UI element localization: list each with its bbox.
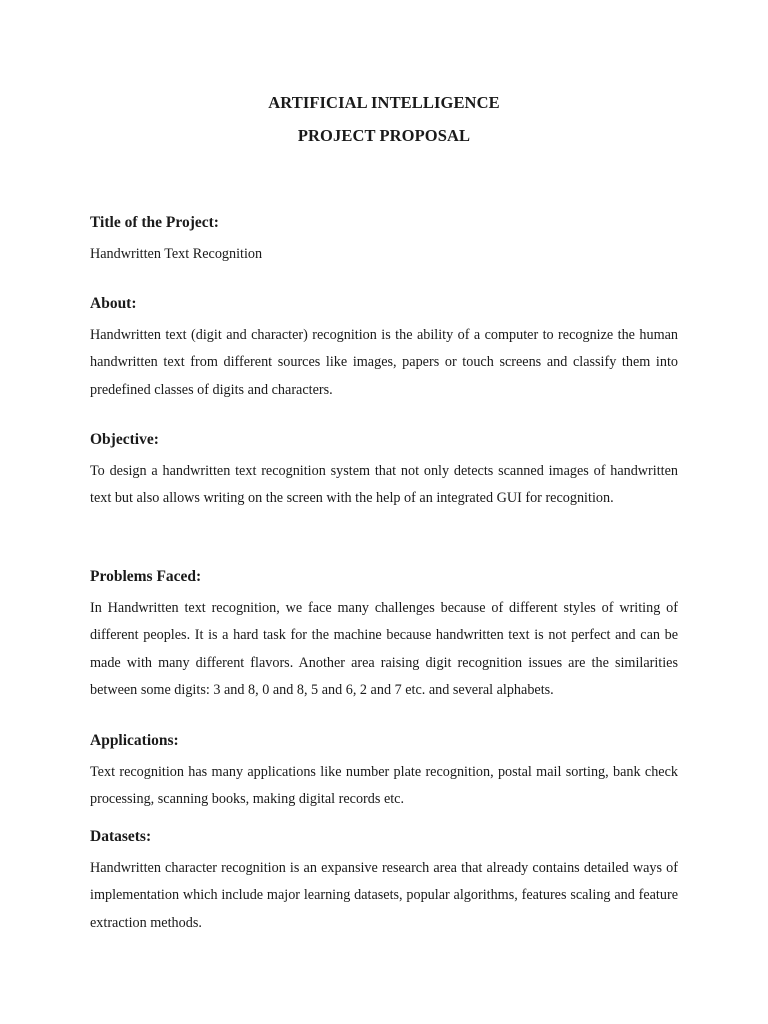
section-problems-faced: [90, 567, 678, 704]
document-title: ARTIFICIAL INTELLIGENCE: [268, 93, 500, 112]
section-heading: Applications:: [90, 732, 179, 749]
section-applications: [90, 731, 678, 814]
section-heading: Problems Faced:: [90, 568, 202, 585]
section-datasets: [90, 827, 678, 937]
section-objective: [90, 430, 678, 513]
section-body: To design a handwritten text recognition system that not only detects scanned images of handwritten text but also allows writing on the screen with the help of an integrated GUI for recognition.: [90, 463, 678, 507]
section-heading: Objective:: [90, 431, 159, 448]
section-body: Handwritten character recognition is an expansive research area that already contains detailed ways of implementation which include major learning datasets, popular algorithms, features scaling and feature extraction methods.: [90, 860, 678, 931]
section-body: Handwritten Text Recognition: [90, 246, 263, 262]
section-heading: Datasets:: [90, 828, 152, 845]
section-body: In Handwritten text recognition, we face many challenges because of different styles of writing of different peoples. It is a hard task for the machine because handwritten text is not perfect and can be made with many different flavors. Another area raising digit recognition issues are the similarities between some digits: 3 and 8, 0 and 8, 5 and 6, 2 and 7 etc. and several alphabets.: [90, 600, 678, 698]
section-body: Text recognition has many applications like number plate recognition, postal mail sorting, bank check processing, scanning books, making digital records etc.: [90, 764, 678, 808]
section-body: Handwritten text (digit and character) recognition is the ability of a computer to recognize the human handwritten text from different sources like images, papers or touch screens and classify them into predefined classes of digits and characters.: [90, 327, 678, 398]
section-about: [90, 294, 678, 404]
section-heading: About:: [90, 295, 137, 312]
document-subtitle: PROJECT PROPOSAL: [297, 126, 471, 145]
section-heading: Title of the Project:: [90, 214, 219, 231]
section-title-of-project: [90, 213, 678, 268]
